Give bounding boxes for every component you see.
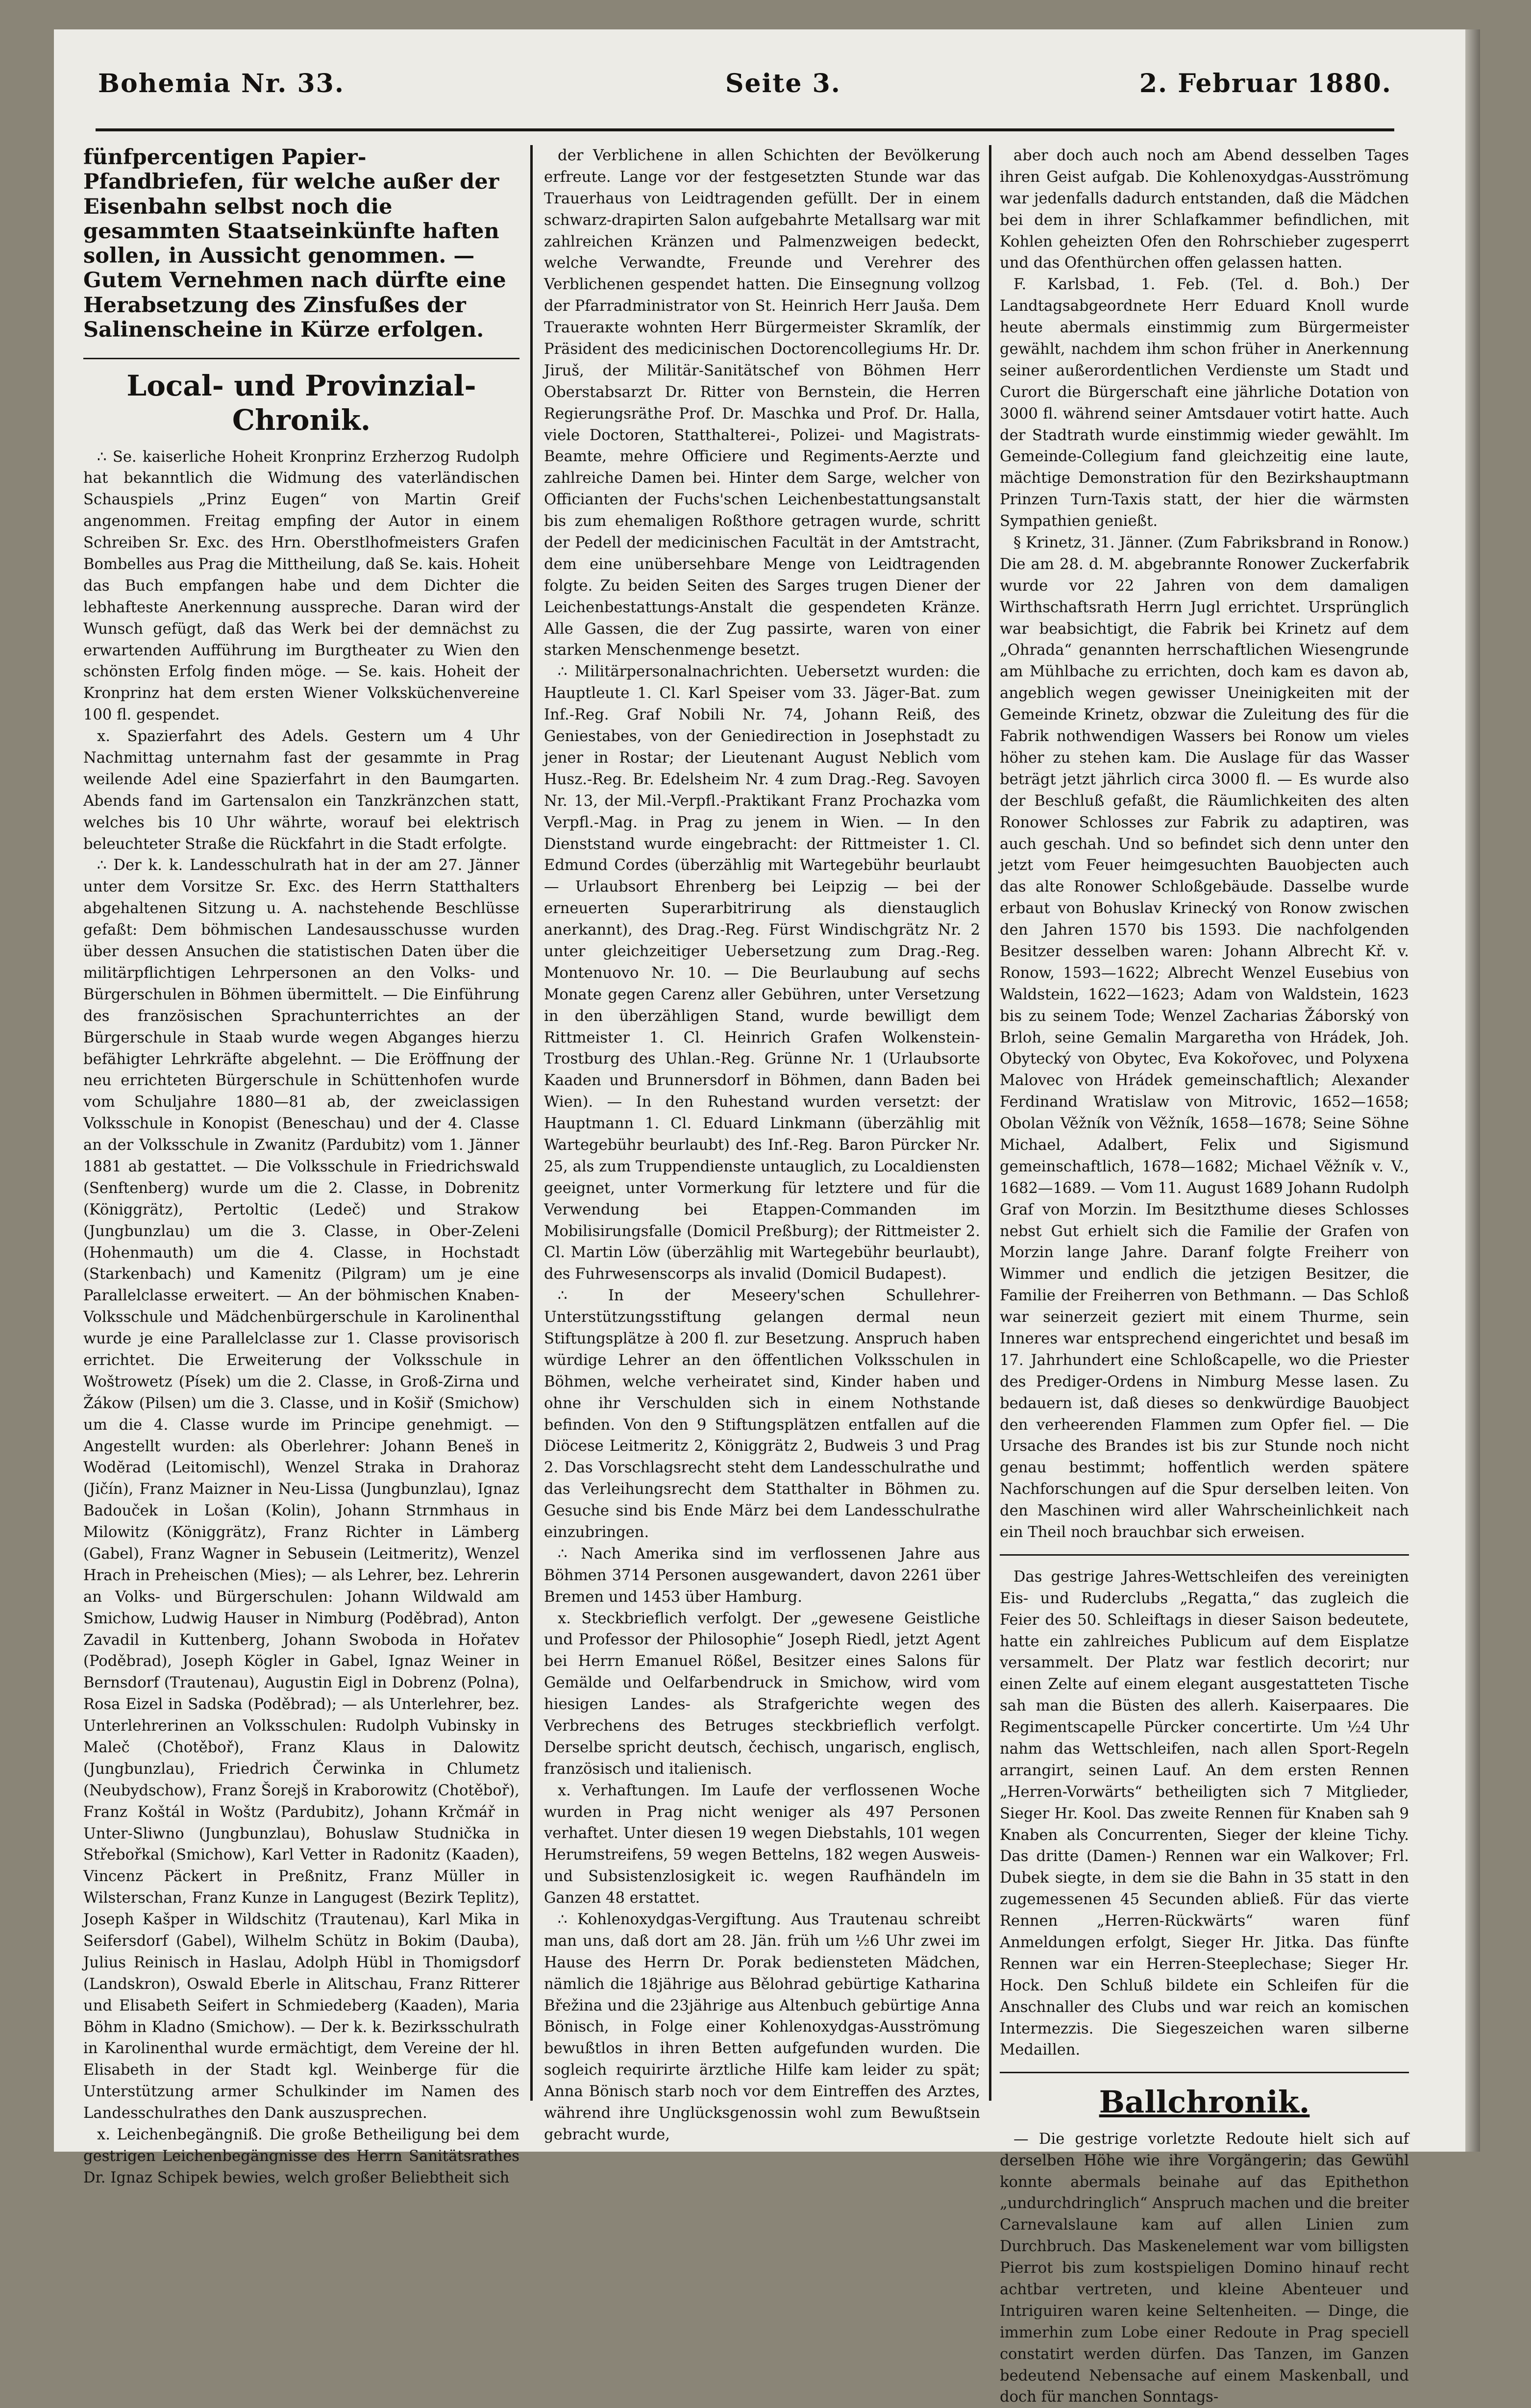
article-verhaftungen: x. Verhaftungen. Im Laufe der verflossenen Woche wurden in Prag nicht weniger als 497 Personen verhaftet. Unter diesen 19 wegen Diebstahls, 101 wegen Herumstreifens, 59 wegen Bettelns, 182 wegen Ausweis- und Subsistenzlosigkeit ic. wegen Raufhändeln im Ganzen 48 erstattet. xyxy=(544,1782,980,1907)
article-kronprinz: ∴ Se. kaiserliche Hoheit Kronprinz Erzherzog Rudolph hat bekanntlich die Widmung des vaterländischen Schauspiels „Prinz Eugen“ von Martin Greif angenommen. Freitag empfing der Autor in einem Schreiben Sr. Exc. des Hrn. Oberstlhofmeisters Grafen Bombelles aus Prag die Mittheilung, daß Se. kais. Hoheit das Buch empfangen habe und dem Dichter die lebhafteste Anerkennung ausspreche. Daran wird der Wunsch gefügt, daß das Werk bei der demnächst zu erwartenden Aufführung im Burgtheater zu Wien den schönsten Erfolg finden möge. — Se. kais. Hoheit der Kronprinz hat dem ersten Wiener Volksküchenvereine 100 fl. gespendet. xyxy=(83,448,519,724)
article-landesschulrath: ∴ Der k. k. Landesschulrath hat in der am 27. Jänner unter dem Vorsitze Sr. Exc. des Herrn Statthalters abgehaltenen Sitzung u. A. nachstehende Beschlüsse gefaßt: Dem böhmischen Landesausschusse wurden über dessen Ansuchen die statistischen Daten über die militärpflichtigen Lehrpersonen an den Volks- und Bürgerschulen in Böhmen übermittelt. — Die Einführung des französischen Sprachunterrichtes an der Bürgerschule in Staab wurde wegen Abganges hierzu befähigter Lehrkräfte abgelehnt. — Die Eröffnung der neu errichteten Bürgerschule in Schüttenhofen wurde vom Schuljahre 1880—81 ab, der zweiclassigen Volksschule in Konopist (Beneschau) und der 4. Classe an der Volksschule in Zwanitz (Pardubitz) vom 1. Jänner 1881 ab gestattet. — Die Volksschule in Friedrichswald (Senftenberg) wurde um die 2. Classe, in Dobrenitz (Königgrätz), Pertoltic (Ledeč) und Strakow (Jungbunzlau) um die 3. Classe, in Ober-Zeleni (Hohenmauth) um die 4. Classe, in Hochstadt (Starkenbach) und Kamenitz (Pilgram) um je eine Parallelclasse erweitert. — An der böhmischen Knaben-Volksschule und Mädchenbürgerschule in Karolinenthal wurde je eine Parallelclasse zur 1. Classe provisorisch errichtet. Die Erweiterung der Volksschule in Woštrowetz (Písek) um die 2. Classe, in Groß-Zirna und Žákow (Pilsen) um die 3. Classe, und in Košiř (Smichow) um die 4. Classe wurde im Principe genehmigt. — Angestellt wurden: als Oberlehrer: Johann Beneš in Wodĕrad (Leitomischl), Wenzel Straka in Drahoraz (Jičín), Franz Maizner in Neu-Lissa (Jungbunzlau), Ignaz Badouček in Lošan (Kolin), Johann Strnmhaus in Milowitz (Königgrätz), Franz Richter in Lämberg (Gabel), Franz Wagner in Sebusein (Leitmeritz), Wenzel Hrach in Preheischen (Mies); — als Lehrer, bez. Lehrerin an Volks- und Bürgerschulen: Johann Wildwald am Smichow, Ludwig Hauser in Nimburg (Poděbrad), Anton Zavadil in Kuttenberg, Johann Swoboda in Hořatev (Poděbrad), Joseph Kögler in Gabel, Ignaz Weiner in Bernsdorf (Trautenau), Augustin Eigl in Dobrenz (Polna), Rosa Eizel in Sadska (Poděbrad); — als Unterlehrer, bez. Unterlehrerinen an Volksschulen: Rudolph Vubinsky in Maleč (Chotěboř), Franz Klaus in Dalowitz (Jungbunzlau), Friedrich Čerwinka in Chlumetz (Neubydschow), Franz Šorejš in Kraborowitz (Chotěboř), Franz Koštál in Woštz (Pardubitz), Johann Krčmář in Unter-Sliwno (Jungbunzlau), Bohuslaw Studnička in Střebořkal (Smichow), Karl Vetter in Radonitz (Kaaden), Vincenz Päckert in Preßnitz, Franz Müller in Wilsterschan, Franz Kunze in Langugest (Bezirk Teplitz), Joseph Kašper in Wildschitz (Trautenau), Karl Mika in Seifersdorf (Gabel), Wilhelm Schütz in Bokim (Dauba), Julius Reinisch in Haslau, Adolph Hübl in Thomigsdorf (Landskron), Oswald Eberle in Alitschau, Franz Ritterer und Elisabeth Seifert in Schmiedeberg (Kaaden), Maria Böhm in Kladno (Smichow). — Der k. k. Bezirksschulrath in Karolinenthal wurde ermächtigt, dem Vereine der hl. Elisabeth in der Stadt kgl. Weinberge für die Unterstützung armer Schulkinder im Namen des Landesschulrathes den Dank auszusprechen. xyxy=(83,857,519,2122)
column-3 xyxy=(1000,145,1409,2406)
column-divider xyxy=(989,145,991,2101)
column-2 xyxy=(544,145,980,2143)
article-kohlenoxydgas: ∴ Kohlenoxydgas-Vergiftung. Aus Trautenau schreibt man uns, daß dort am 28. Jän. früh um ½6 Uhr zwei im Hause des Herrn Dr. Porak bediensteten Mädchen, nämlich die 18jährige aus Bělohrad gebürtige Katharina Břežina und die 23jährige aus Altenbuch gebürtige Anna Bönisch, in Folge einer Kohlenoxydgas-Ausströmung bewußtlos in ihren Betten aufgefunden wurden. Die sogleich requirirte ärztliche Hilfe kam leider zu spät; Anna Bönisch starb noch vor dem Eintreffen des Arztes, während ihre Unglücksgenossin wohl zum Bewußtsein gebracht wurde, xyxy=(544,1911,980,2143)
article-steckbrieflich: x. Steckbrieflich verfolgt. Der „gewesene Geistliche und Professor der Philosophie“ Joseph Riedl, jetzt Agent bei Herrn Emanuel Rößel, Besitzer eines Salons für Gemälde und Oelfarbendruck in Smichow, wird vom hiesigen Landes- als Strafgerichte wegen des Verbrechens des Betruges steckbrieflich verfolgt. Derselbe spricht deutsch, čechisch, ungarisch, englisch, französisch und italienisch. xyxy=(544,1610,980,1778)
masthead-date: 2. Februar 1880. xyxy=(1139,69,1392,99)
lead-paragraph: fünfpercentigen Papier-Pfandbriefen, für welche außer der Eisenbahn selbst noch die gesammten Staatseinkünfte haften sollen, in Aussicht genommen. — Gutem Vernehmen nach dürfte eine Herabsetzung des Zinsfußes der Salinenscheine in Kürze erfolgen. xyxy=(83,145,506,343)
article-leichenbegaengniss: x. Leichenbegängniß. Die große Betheiligung bei dem gestrigen Leichenbegängnisse des Herrn Sanitätsrathes Dr. Ignaz Schipek bewies, welch großer Beliebtheit sich xyxy=(83,2126,519,2186)
article-krinetz: § Krinetz, 31. Jänner. (Zum Fabriksbrand in Ronow.) Die am 28. d. M. abgebrannte Ronower Zuckerfabrik wurde vor 22 Jahren von dem damaligen Wirthschaftsrath Herrn Jugl errichtet. Ursprünglich war beabsichtigt, die Fabrik bei Krinetz auf dem „Ohrada“ genannten herrschaftlichen Wiesengrunde am Mühlbache zu errichten, doch kam es davon ab, angeblich wegen gewisser Uneinigkeiten mit der Gemeinde Krinetz, obzwar die Zuleitung des für die Fabrik nothwendigen Wassers bei Ronow um vieles höher zu stehen kam. Die Auslage für das Wasser beträgt jetzt jährlich circa 3000 fl. — Es wurde also der Beschluß gefaßt, die Räumlichkeiten des alten Ronower Schlosses zur Fabrik zu adaptiren, was auch geschah. Und so befindet sich denn unter den jetzt vom Feuer heimgesuchten Bauobjecten auch das alte Ronower Schloßgebäude. Dasselbe wurde erbaut von Bohuslav Krinecký von Ronow zwischen den Jahren 1570 bis 1593. Die nachfolgenden Besitzer desselben waren: Johann Albrecht Kř. v. Ronow, 1593—1622; Albrecht Wenzel Eusebius von Waldstein, 1622—1623; Adam von Waldstein, 1623 bis zu seinem Tode; Wenzel Zacharias Žáborský von Brloh, seine Gemalin Margaretha von Hrádek, Joh. Obytecký von Obytec, Eva Kokořovec, und Polyxena Malovec von Hrádek gemeinschaftlich; Alexander Ferdinand Wratislaw von Mitrovic, 1652—1658; Obolan Věžník von Věžník, 1658—1678; Seine Söhne Michael, Adalbert, Felix und Sigismund gemeinschaftlich, 1678—1682; Michael Věžník v. V., 1682—1689. — Vom 11. August 1689 Johann Rudolph Graf von Morzin. Im Besitzthume dieses Schlosses nebst Gut erhielt sich die Familie der Grafen von Morzin lange Jahre. Daranf folgte Freiherr von Wimmer und endlich die jetzigen Besitzer, die Familie der Freiherren von Bethmann. — Das Schloß war seinerzeit geziert mit einem Thurme, sein Inneres war entsprechend eingerichtet und besaß im 17. Jahrhundert eine Schloßcapelle, wo die Priester des Prediger-Ordens in Nimburg Messe lasen. Zu bedauern ist, daß dieses so denkwürdige Bauobject den verheerenden Flammen zum Opfer fiel. — Die Ursache des Brandes ist bis zur Stunde noch nicht genau bestimmt; hoffentlich werden spätere Nachforschungen auf die Spur derselben leiten. Von den Maschinen wird aller Wahrscheinlichkeit nach ein Theil noch brauchbar sich erweisen. xyxy=(1000,534,1409,1541)
article-leichenbegaengniss-cont: der Verblichene in allen Schichten der Bevölkerung erfreute. Lange vor der festgesetzten Stunde war das Trauerhaus von Leidtragenden gefüllt. Der in einem schwarz-drapirten Salon aufgebahrte Metallsarg war mit zahlreichen Kränzen und Palmenzweigen bedeckt, welche Verwandte, Freunde und Verehrer des Verblichenen gespendet hatten. Die Einsegnung vollzog der Pfarradministrator von St. Heinrich Herr Jauša. Dem Trauerакte wohnten Herr Bürgermeister Skramlík, der Präsident des medicinischen Doctorencollegiums Hr. Dr. Jiruš, der Militär-Sanitätschef von Böhmen Herr Oberstabsarzt Dr. Ritter von Bernstein, die Herren Regierungsräthe Prof. Dr. Maschka und Prof. Dr. Halla, viele Doctoren, Statthalterei-, Polizei- und Magistrats-Beamte, mehre Officiere und Regiments-Aerzte und zahlreiche Damen bei. Hinter dem Sarge, welcher von Officianten der Fuchs'schen Leichenbestattungsanstalt bis zum ehemaligen Roßthore getragen wurde, schritt der Pedell der medicinischen Facultät in der Amtstracht, dem eine unübersehbare Menge von Leidtragenden folgte. Zu beiden Seiten des Sarges trugen Diener der Leichenbestattungs-Anstalt die gespendeten Kränze. Alle Gassen, die der Zug passirte, waren von einer starken Menschenmenge besetzt. xyxy=(544,147,980,659)
masthead-page-number: Seite 3. xyxy=(725,69,841,99)
article-wettschleifen: Das gestrige Jahres-Wettschleifen des vereinigten Eis- und Ruderclubs „Regatta,“ das zugleich die Feier des 50. Schleiftags in dieser Saison bedeutete, hatte ein zahlreiches Publicum auf dem Eisplatze versammelt. Der Platz war festlich decorirt; nur einen Zelte auf einem elegant ausgestatteten Tische sah man die Büsten des allerh. Kaiserpaares. Die Regimentscapelle Pürcker concertirte. Um ½4 Uhr nahm das Wettschleifen, nach allen Sport-Regeln arrangirt, seinen Lauf. An dem ersten Rennen „Herren-Vorwärts“ betheiligten sich 7 Mitglieder, Sieger Hr. Kool. Das zweite Rennen für Knaben sah 9 Knaben als Concurrenten, Sieger der kleine Tichy. Das dritte (Damen-) Rennen war ein Walkover; Frl. Dubek siegte, in dem sie die Bahn in 35 statt in den zugemessenen 45 Secunden abließ. Für das vierte Rennen „Herren-Rückwärts“ waren fünf Anmeldungen erfolgt, Sieger Hr. Jitka. Das fünfte Rennen war ein Herren-Steeplechase; Sieger Hr. Hock. Den Schluß bildete ein Schleifen für die Anschnaller des Clubs und war reich an komischen Intermezzis. Die Siegeszeichen waren silberne Medaillen. xyxy=(1000,1568,1409,2059)
article-separator xyxy=(1000,1554,1409,1556)
column-divider xyxy=(530,145,533,2101)
masthead-rule xyxy=(96,128,1394,131)
article-kohlenoxydgas-cont: aber doch auch noch am Abend desselben Tages ihren Geist aufgab. Die Kohlenoxydgas-Ausströmung war jedenfalls dadurch entstanden, daß die Mädchen bei dem in ihrer Schlafkammer befindlichen, mit Kohlen geheizten Ofen den Rohrschieber zugesperrt und das Ofenthürchen offen gelassen hatten. xyxy=(1000,147,1409,272)
section-heading-ballchronik: Ballchronik. xyxy=(1099,2084,1310,2120)
article-amerika: ∴ Nach Amerika sind im verflossenen Jahre aus Böhmen 3714 Personen ausgewandert, davon 2261 über Bremen und 1453 über Hamburg. xyxy=(544,1545,980,1606)
article-spazierfahrt: x. Spazierfahrt des Adels. Gestern um 4 Uhr Nachmittag unternahm fast der gesammte in Prag weilende Adel eine Spazierfahrt in den Baumgarten. Abends fand im Gartensalon ein Tanzkränzchen statt, welches bis 10 Uhr währte, worauf bei elektrisch beleuchteter Straße die Rückfahrt in die Stadt erfolgte. xyxy=(83,728,519,853)
masthead xyxy=(98,69,1392,108)
column-1 xyxy=(83,145,519,2186)
article-schullehrer-stiftung: ∴ In der Meseery'schen Schullehrer-Unterstützungsstiftung gelangen dermal neun Stiftungsplätze à 200 fl. zur Besetzung. Anspruch haben würdige Lehrer an den öffentlichen Volksschulen in Böhmen, welche verheiratet sind, Kinder haben und ohne ihr Verschulden sich in einem Nothstande befinden. Von den 9 Stiftungsplätzen entfallen auf die Diöcese Leitmeritz 2, Königgrätz 2, Budweis 3 und Prag 2. Das Vorschlagsrecht steht dem Landesschulrathe und das Verleihungsrecht dem Statthalter in Böhmen zu. Gesuche sind bis Ende März bei dem Landesschulrathe einzubringen. xyxy=(544,1287,980,1541)
article-militaerpersonal: ∴ Militärpersonalnachrichten. Uebersetzt wurden: die Hauptleute 1. Cl. Karl Speiser vom 33. Jäger-Bat. zum Inf.-Reg. Graf Nobili Nr. 74, Johann Reiß, des Geniestabes, von der Geniedirection in Josephstadt zu jener in Rostar; der Lieutenant August Neblich vom Husz.-Reg. Br. Edelsheim Nr. 4 zum Drag.-Reg. Savoyen Nr. 13, der Mil.-Verpfl.-Praktikant Franz Prochazka vom Verpfl.-Mag. in Prag zu jenem in Wien. — In den Dienststand wurde eingebracht: der Rittmeister 1. Cl. Edmund Cordes (überzählig mit Wartegebühr beurlaubt — Urlaubsort Ehrenberg bei Leipzig — bei der erneuerten Superarbitrirung als dienstauglich anerkannt), des Drag.-Reg. Fürst Windischgrätz Nr. 2 unter gleichzeitiger Uebersetzung zum Drag.-Reg. Montenuovo Nr. 10. — Die Beurlaubung auf sechs Monate gegen Carenz aller Gebühren, unter Versetzung in den überzähligen Stand, wurde bewilligt dem Rittmeister 1. Cl. Heinrich Grafen Wolkenstein-Trostburg des Uhlan.-Reg. Grünne Nr. 1 (Urlaubsorte Kaaden und Brunnersdorf in Böhmen, dann Baden bei Wien). — In den Ruhestand wurden versetzt: der Hauptmann 1. Cl. Eduard Linkmann (überzählig mit Wartegebühr beurlaubt) des Inf.-Reg. Baron Pürcker Nr. 25, als zum Truppendienste untauglich, zu Localdiensten geeignet, unter Vormerkung für letztere und für die Verwendung bei Etappen-Commanden im Mobilisirungsfalle (Domicil Preßburg); der Rittmeister 2. Cl. Martin Löw (überzählig mit Wartegebühr beurlaubt), des Fuhrwesenscorps als invalid (Domicil Budapest). xyxy=(544,663,980,1283)
article-separator xyxy=(1000,2072,1409,2073)
masthead-paper-issue: Bohemia Nr. 33. xyxy=(98,69,345,99)
article-redoute: — Die gestrige vorletzte Redoute hielt sich auf derselben Höhe wie ihre Vorgängerin; das Gewühl konnte abermals beinahe auf das Epithethon „undurchdringlich“ Anspruch machen und die breiter Carnevalslaune kam auf allen Linien zum Durchbruch. Das Maskenelement war vom billigsten Pierrot bis zum kostspieligen Domino hinauf recht achtbar vertreten, und kleine Abenteuer und Intriguiren waren keine Seltenheiten. — Dinge, die immerhin zum Lobe einer Redoute in Prag speciell constatirt werden dürfen. Das Tanzen, im Ganzen bedeutend Nebensache auf einem Maskenball, und doch für manchen Sonntags- xyxy=(1000,2130,1409,2406)
article-karlsbad: F. Karlsbad, 1. Feb. (Tel. d. Boh.) Der Landtagsabgeordnete Herr Eduard Knoll wurde heute abermals einstimmig zum Bürgermeister gewählt, nachdem ihm schon früher in Anerkennung seiner außerordentlichen Verdienste um Stadt und Curort die Bürgerschaft eine jährliche Dotation von 3000 fl. während seiner Amtsdauer votirt hatte. Auch der Stadtrath wurde einstimmig wieder gewählt. Im Gemeinde-Collegium fand gleichzeitig eine laute, mächtige Demonstration für den Bezirkshauptmann Prinzen Turn-Taxis statt, der hier die wärmsten Sympathien genießt. xyxy=(1000,276,1409,530)
section-heading-local-chronik: Local- und Provinzial-Chronik. xyxy=(83,358,519,437)
